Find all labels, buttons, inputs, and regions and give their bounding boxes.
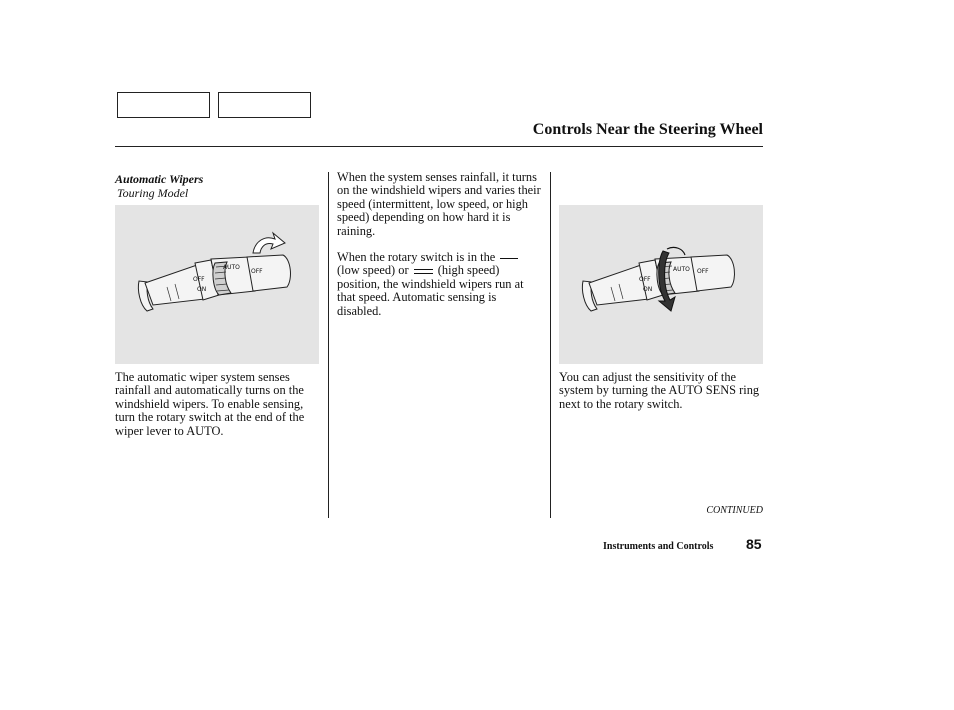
- page-title: Controls Near the Steering Wheel: [532, 121, 763, 138]
- title-rule: [115, 146, 763, 147]
- body-paragraph-right: You can adjust the sensitivity of the system by turning the AUTO SENS ring next to the rotary switch.: [559, 370, 760, 411]
- footer-section-name: Instruments and Controls: [603, 541, 714, 552]
- section-heading: Automatic Wipers: [115, 172, 204, 186]
- body-paragraph-middle-2b: (low speed) or: [337, 263, 409, 278]
- wiper-lever-illustration-sens: [559, 205, 763, 364]
- body-paragraph-middle-1: When the system senses rainfall, it turns on the windshield wipers and varies their speed (intermittent, low speed, or high speed) depending on how hard it is raining.: [337, 170, 541, 238]
- wiper-lever-figure-right: [559, 205, 763, 364]
- body-paragraph-middle-2: [337, 251, 541, 318]
- figure-label-off-small: OFF: [193, 276, 205, 283]
- body-paragraph-left: The automatic wiper system senses rainfall and automatically turns on the windshield wipers. To enable sensing, turn the rotary switch at the end of the wiper lever to AUTO.: [115, 370, 305, 438]
- header-tab-box-1: [117, 92, 210, 118]
- high-speed-icon: [414, 269, 433, 274]
- continued-label: CONTINUED: [706, 505, 763, 516]
- page-number: 85: [746, 536, 762, 552]
- column-divider-2: [550, 172, 551, 518]
- curved-arrow-icon: [253, 233, 285, 253]
- figure-label-off: OFF: [251, 268, 263, 275]
- wiper-lever-figure-left: [115, 205, 319, 364]
- body-paragraph-middle-2a: When the rotary switch is in the: [337, 250, 496, 264]
- figure-label-on: ON: [197, 286, 207, 293]
- figure-label-on: ON: [643, 286, 653, 293]
- figure-label-auto: AUTO: [673, 266, 690, 273]
- section-subheading: Touring Model: [117, 186, 189, 200]
- low-speed-icon: [500, 258, 518, 259]
- figure-label-off-small: OFF: [639, 276, 651, 283]
- header-tab-box-2: [218, 92, 311, 118]
- figure-label-off: OFF: [697, 268, 709, 275]
- figure-label-auto: AUTO: [223, 264, 240, 271]
- column-divider-1: [328, 172, 329, 518]
- body-paragraph-middle-2c: (high speed) position, the windshield wipers run at that speed. Automatic sensing is disabled.: [337, 263, 524, 318]
- wiper-lever-illustration: [115, 205, 319, 364]
